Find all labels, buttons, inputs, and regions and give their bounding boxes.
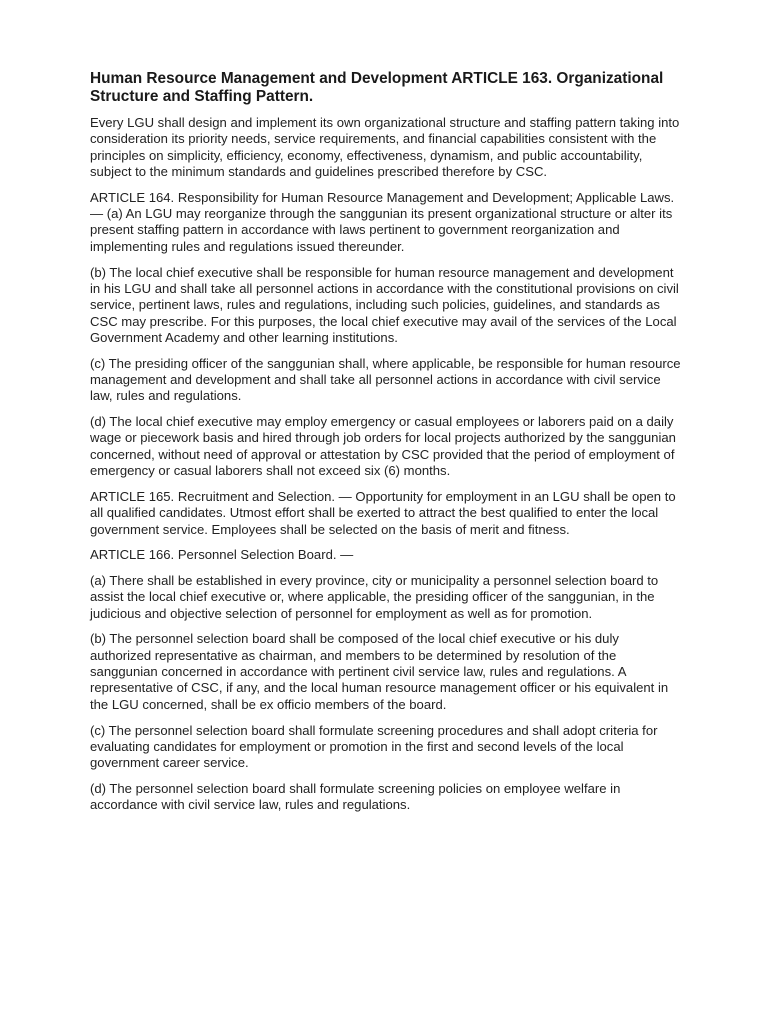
paragraph-article-164-b: (b) The local chief executive shall be responsible for human resource management and development in his LGU and shall take all personnel actions in accordance with the constitutional provisions on civil service, pertinent laws, rules and regulations, including such policies, guidelines, and standards as CSC may prescribe. For this purposes, the local chief executive may avail of the services of the Local Government Academy and other learning institutions. <box>90 264 679 345</box>
paragraph-article-166-d: (d) The personnel selection board shall formulate screening policies on employee welfare in accordance with civil service law, rules and regulations. <box>90 780 621 813</box>
paragraph-article-166-c: (c) The personnel selection board shall formulate screening procedures and shall adopt criteria for evaluating candidates for employment or promotion in the first and second levels of the local government career service. <box>90 722 658 771</box>
document-title: Human Resource Management and Development ARTICLE 163. Organizational Structure and Staffing Pattern. <box>90 70 664 105</box>
paragraph-article-166-heading: ARTICLE 166. Personnel Selection Board. — <box>90 547 354 563</box>
paragraph-article-165: ARTICLE 165. Recruitment and Selection. — Opportunity for employment in an LGU shall be open to all qualified candidates. Utmost effort shall be exerted to attract the best qualified to enter the local government service. Employees shall be selected on the basis of merit and fitness. <box>90 488 676 537</box>
paragraph-article-164-d: (d) The local chief executive may employ emergency or casual employees or laborers paid on a daily wage or piecework basis and hired through job orders for local projects authorized by the sanggunian concerned, without need of approval or attestation by CSC provided that the period of employment of emergency or casual laborers shall not exceed six (6) months. <box>90 414 676 479</box>
paragraph-article-166-b: (b) The personnel selection board shall be composed of the local chief executive or his duly authorized representative as chairman, and members to be determined by resolution of the sanggunian concerned in accordance with pertinent civil service law, rules and regulations. A representative of CSC, if any, and the local human resource management officer or his equivalent in the LGU concerned, shall be ex officio members of the board. <box>90 631 669 712</box>
paragraph-article-166-a: (a) There shall be established in every province, city or municipality a personnel selection board to assist the local chief executive or, where applicable, the presiding officer of the sanggunian, in the judicious and objective selection of personnel for employment as well as for promotion. <box>90 572 659 621</box>
paragraph-article-164-c: (c) The presiding officer of the sanggunian shall, where applicable, be responsible for human resource management and development and shall take all personnel actions in accordance with civil service law, rules and regulations. <box>90 355 681 404</box>
document-page <box>90 70 682 823</box>
paragraph-article-164-a: ARTICLE 164. Responsibility for Human Resource Management and Development; Applicable Laws. — (a) An LGU may reorganize through the sanggunian its present organizational structure or alter its present staffing pattern in accordance with laws pertinent to government reorganization and implementing rules and regulations issued thereunder. <box>90 189 675 254</box>
paragraph-article-163: Every LGU shall design and implement its own organizational structure and staffing pattern taking into consideration its priority needs, service requirements, and financial capabilities consistent with the principles on simplicity, efficiency, economy, effectiveness, dynamism, and public accountability, subject to the minimum standards and guidelines prescribed therefore by CSC. <box>90 115 680 180</box>
